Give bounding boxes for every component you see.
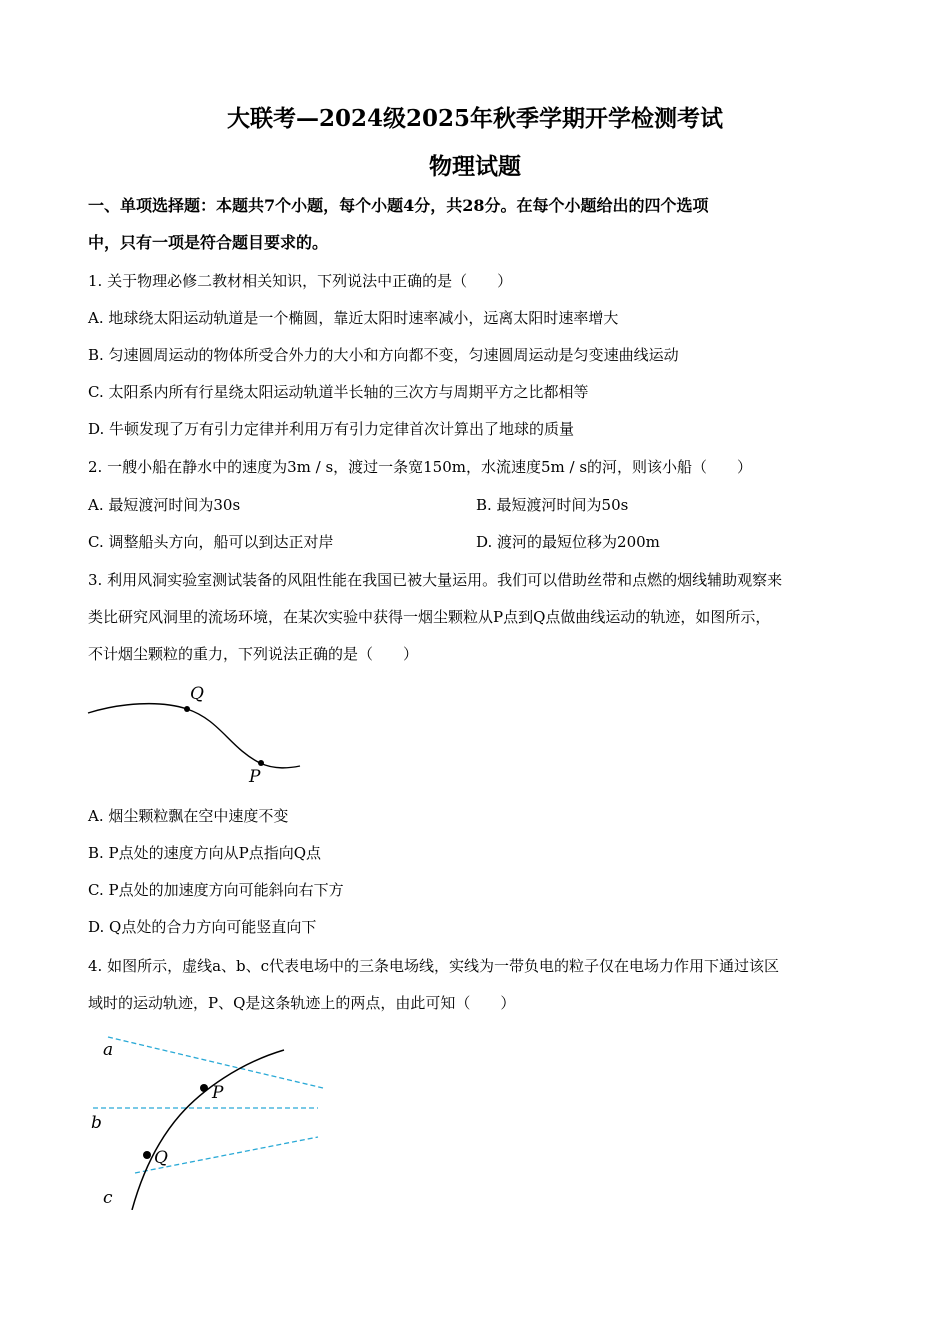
section-heading-line2: 中，只有一项是符合题目要求的。 — [88, 233, 329, 252]
q3-trajectory-curve — [88, 704, 300, 768]
q4-label-b: b — [91, 1113, 102, 1133]
q3-label-p: P — [249, 767, 261, 787]
q1-option-d: D. 牛顿发现了万有引力定律并利用万有引力定律首次计算出了地球的质量 — [88, 420, 575, 438]
q4-point-q — [143, 1151, 151, 1159]
q3-point-q — [184, 706, 190, 712]
q3-option-a: A. 烟尘颗粒飘在空中速度不变 — [88, 807, 289, 825]
exam-subtitle: 物理试题 — [429, 153, 521, 180]
q3-trajectory-figure — [80, 678, 320, 788]
q1-option-b: B. 匀速圆周运动的物体所受合外力的大小和方向都不变，匀速圆周运动是匀变速曲线运动 — [88, 346, 679, 364]
q3-stem-line1: 3. 利用风洞实验室测试装备的风阻性能在我国已被大量运用。我们可以借助丝带和点燃的烟线辅助观察来 — [88, 571, 783, 589]
exam-title: 大联考—2024级2025年秋季学期开学检测考试 — [226, 105, 724, 132]
q4-label-p: P — [212, 1083, 224, 1103]
q3-option-b: B. P点处的速度方向从P点指向Q点 — [88, 844, 322, 862]
q1-option-a: A. 地球绕太阳运动轨道是一个椭圆，靠近太阳时速率减小，远离太阳时速率增大 — [88, 309, 619, 327]
q2-option-b: B. 最短渡河时间为50s — [476, 496, 629, 514]
q3-label-q: Q — [190, 684, 204, 704]
q2-stem: 2. 一艘小船在静水中的速度为3m / s，渡过一条宽150m，水流速度5m / s的河，则该小船（ ） — [88, 458, 753, 476]
q4-field-figure — [80, 1030, 340, 1210]
q4-label-q: Q — [154, 1148, 168, 1168]
q4-particle-trajectory — [132, 1050, 284, 1210]
q3-stem-line2: 类比研究风洞里的流场环境，在某次实验中获得一烟尘颗粒从P点到Q点做曲线运动的轨迹，如图所示， — [88, 608, 771, 626]
section-heading-line1: 一、单项选择题：本题共7个小题，每个小题4分，共28分。在每个小题给出的四个选项 — [88, 196, 709, 215]
q4-stem-line1: 4. 如图所示，虚线a、b、c代表电场中的三条电场线，实线为一带负电的粒子仅在电场力作用下通过该区 — [88, 957, 780, 975]
q2-option-c: C. 调整船头方向，船可以到达正对岸 — [88, 533, 334, 551]
q1-stem: 1. 关于物理必修二教材相关知识，下列说法中正确的是（ ） — [88, 272, 513, 290]
q4-point-p — [200, 1084, 208, 1092]
q4-label-a: a — [103, 1040, 114, 1060]
q3-stem-line3: 不计烟尘颗粒的重力，下列说法正确的是（ ） — [88, 645, 419, 663]
q2-option-d: D. 渡河的最短位移为200m — [476, 533, 660, 551]
q4-label-c: c — [103, 1188, 113, 1208]
q3-point-p — [258, 760, 264, 766]
q2-option-a: A. 最短渡河时间为30s — [88, 496, 241, 514]
q1-option-c: C. 太阳系内所有行星绕太阳运动轨道半长轴的三次方与周期平方之比都相等 — [88, 383, 589, 401]
q3-option-d: D. Q点处的合力方向可能竖直向下 — [88, 918, 317, 936]
q4-stem-line2: 域时的运动轨迹，P、Q是这条轨迹上的两点，由此可知（ ） — [88, 994, 516, 1012]
q3-option-c: C. P点处的加速度方向可能斜向右下方 — [88, 881, 344, 899]
q4-field-line-a — [108, 1037, 323, 1088]
